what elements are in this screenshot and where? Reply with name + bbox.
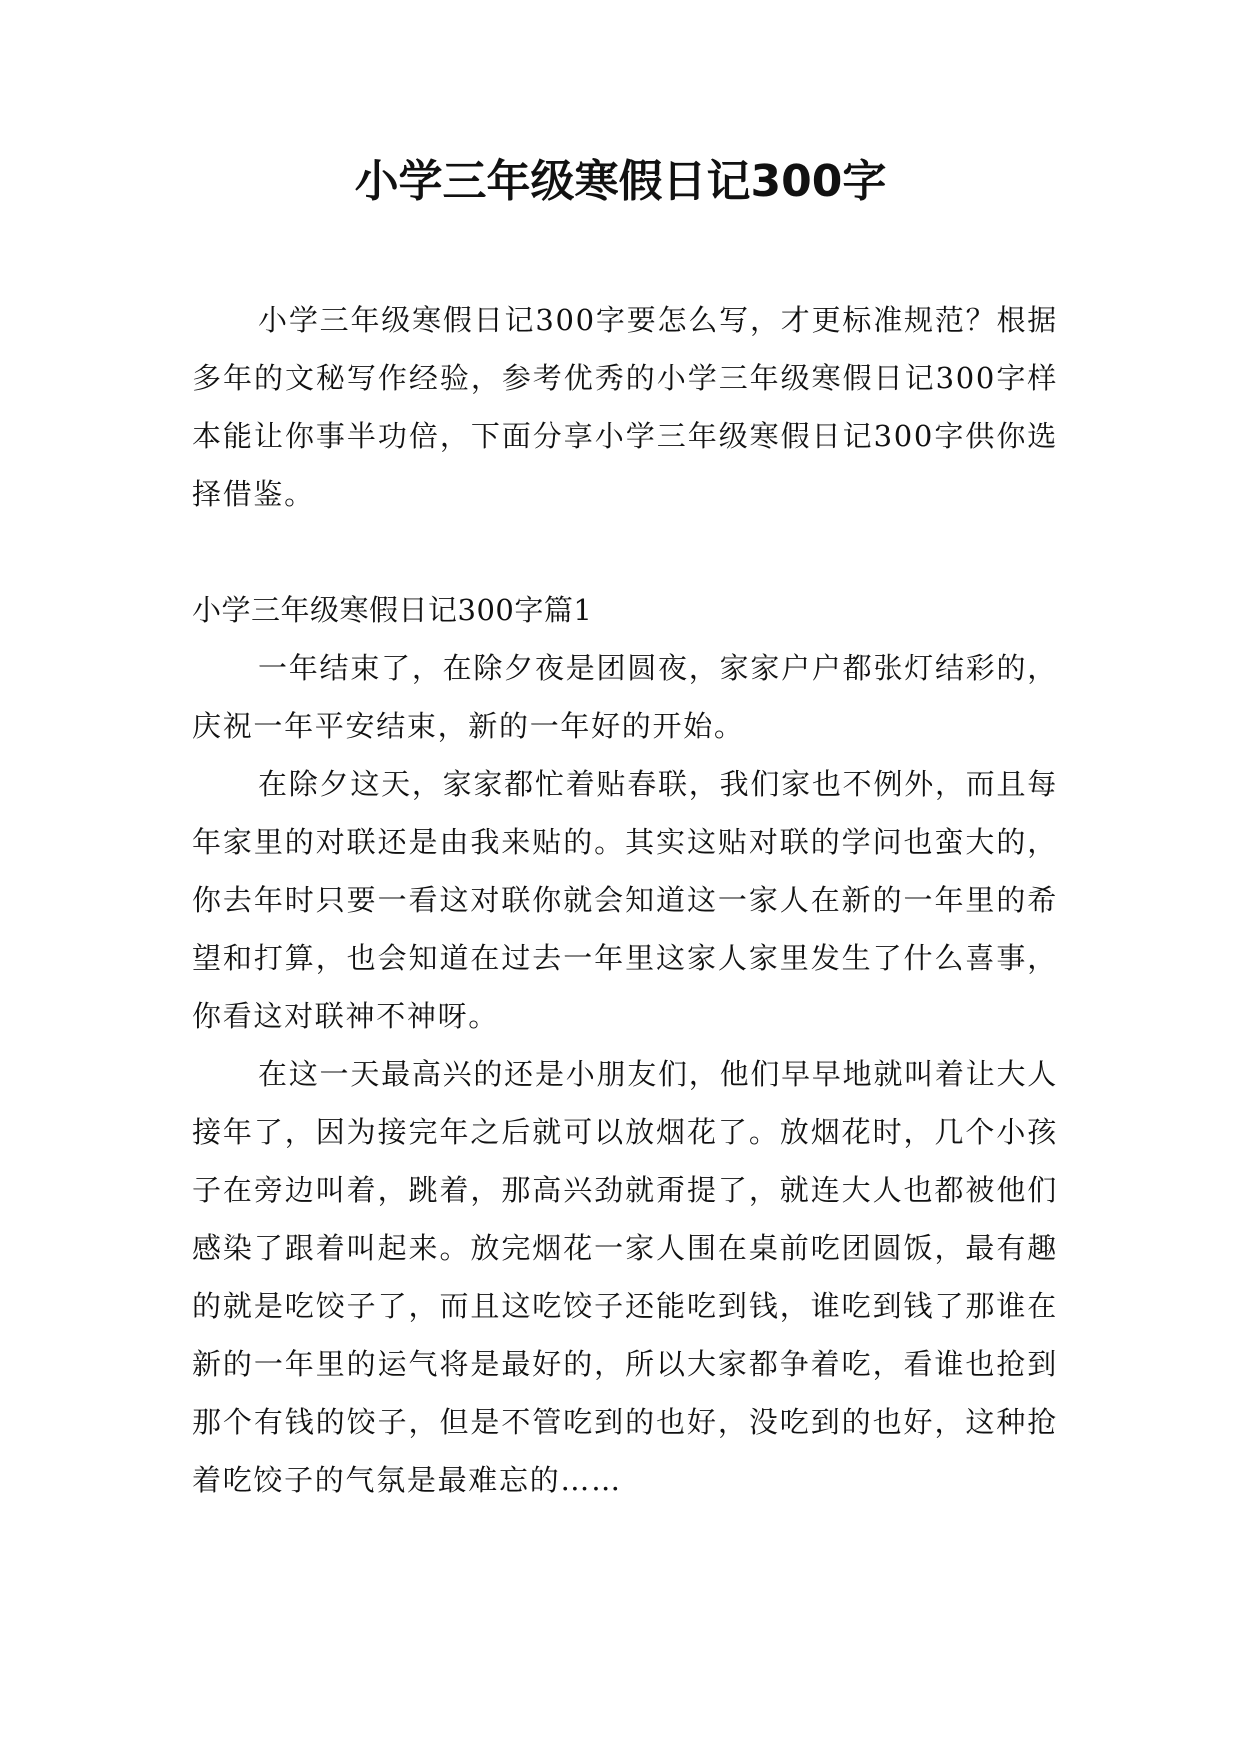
document-body: [192, 291, 1058, 1509]
section-heading: 小学三年级寒假日记300字篇1: [192, 593, 593, 627]
body-paragraph: 在这一天最高兴的还是小朋友们，他们早早地就叫着让大人接年了，因为接完年之后就可以放烟花了。放烟花时，几个小孩子在旁边叫着，跳着，那高兴劲就甭提了，就连大人也都被他们感染了跟着叫起来。放完烟花一家人围在桌前吃团圆饭，最有趣的就是吃饺子了，而且这吃饺子还能吃到钱，谁吃到钱了那谁在新的一年里的运气将是最好的，所以大家都争着吃，看谁也抢到那个有钱的饺子，但是不管吃到的也好，没吃到的也好，这种抢着吃饺子的气氛是最难忘的……: [192, 1057, 1058, 1497]
intro-paragraph: 小学三年级寒假日记300字要怎么写，才更标准规范？根据多年的文秘写作经验，参考优秀的小学三年级寒假日记300字样本能让你事半功倍，下面分享小学三年级寒假日记300字供你选择借鉴。: [192, 303, 1058, 511]
body-paragraph: 一年结束了，在除夕夜是团圆夜，家家户户都张灯结彩的，庆祝一年平安结束，新的一年好的开始。: [192, 651, 1058, 743]
body-paragraph: 在除夕这天，家家都忙着贴春联，我们家也不例外，而且每年家里的对联还是由我来贴的。其实这贴对联的学问也蛮大的，你去年时只要一看这对联你就会知道这一家人在新的一年里的希望和打算，也会知道在过去一年里这家人家里发生了什么喜事，你看这对联神不神呀。: [192, 767, 1058, 1033]
document-title: 小学三年级寒假日记300字: [354, 156, 887, 207]
